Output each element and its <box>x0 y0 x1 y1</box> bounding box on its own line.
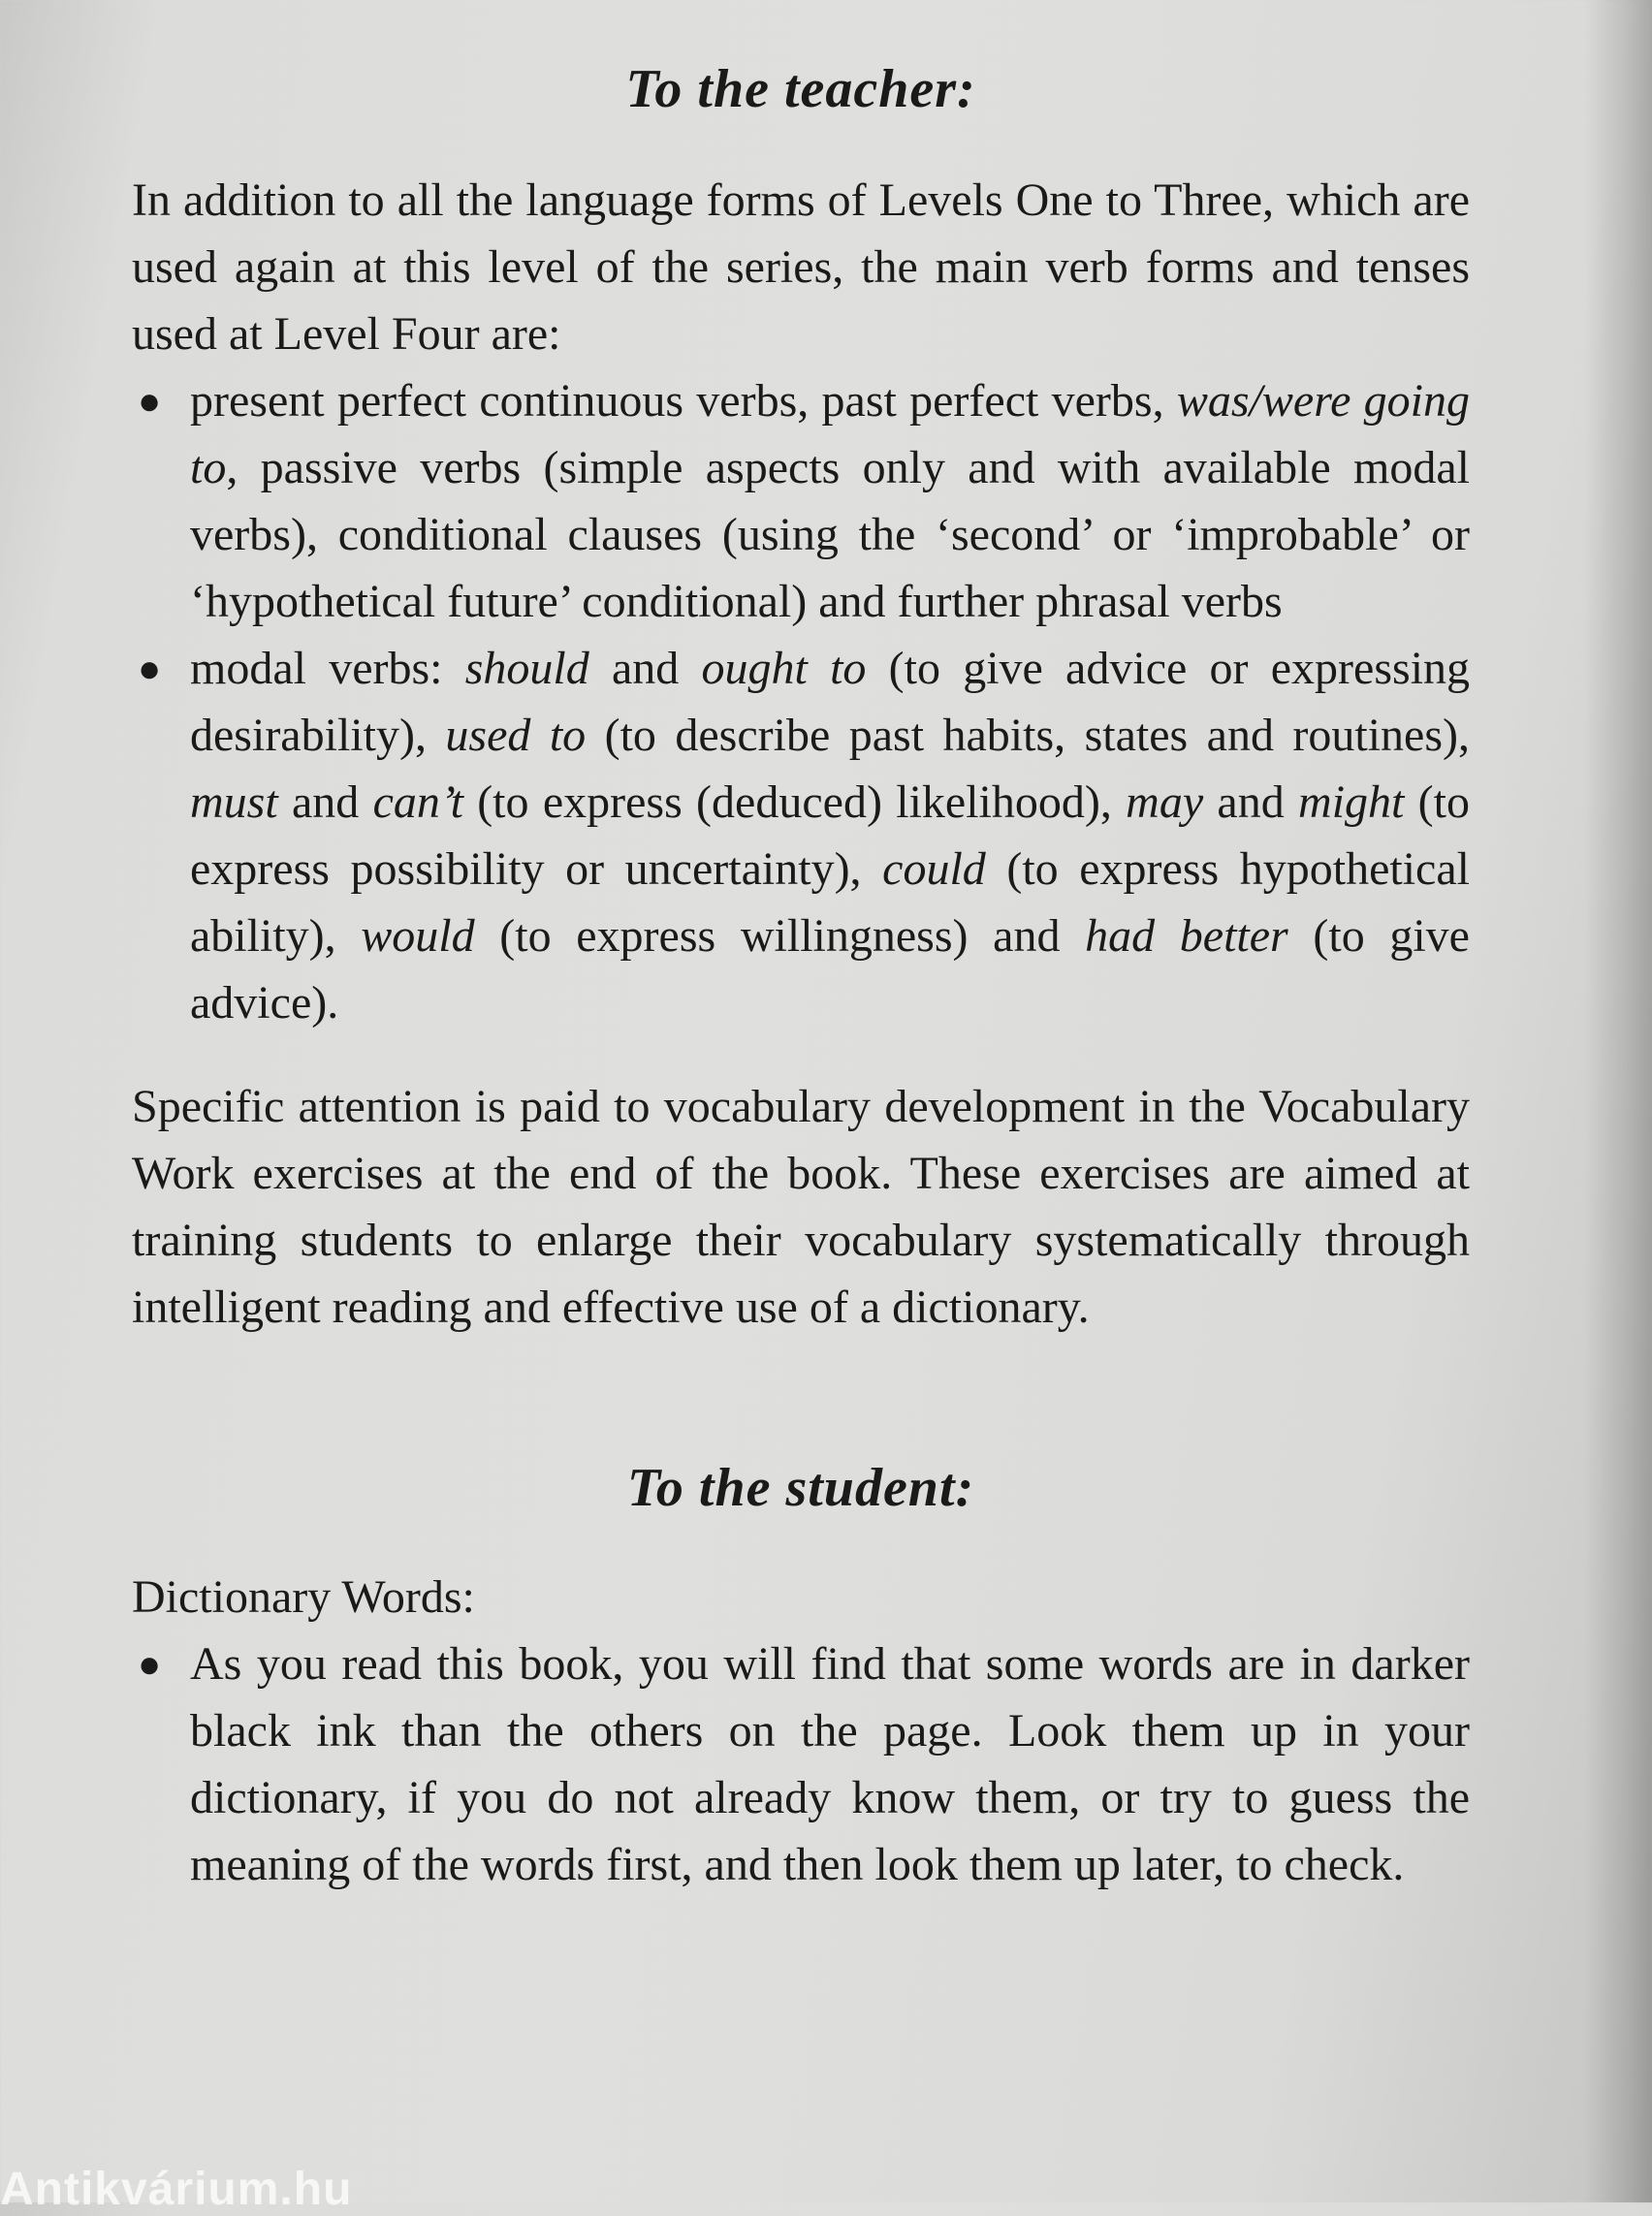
list-item-modal-verbs: ● modal verbs: should and ought to (to give advice or expressing desirability), used to (to describe past habits, states and routines), must and can’t (to express (deduced) likelihood), may and might (to express possibility or uncertainty), could (to express hypothetical ability), would (to express willingness) and had better (to give advice). <box>132 635 1470 1036</box>
vocabulary-paragraph: Specific attention is paid to vocabulary development in the Vocabulary Work exercises at the end of the book. These exercises are aimed at training students to enlarge their vocabulary systematically through intelligent reading and effective use of a dictionary. <box>132 1081 1470 1333</box>
bullet-icon: ● <box>138 1642 162 1686</box>
verb-forms-list <box>132 367 1470 1036</box>
dictionary-words-heading: Dictionary Words: <box>132 1571 475 1623</box>
list-item-dictionary-words: ● As you read this book, you will find that some words are in darker black ink than the others on the page. Look them up in your dictionary, if you do not already know them, or try to guess the meaning of the words first, and then look them up later, to check. <box>132 1630 1470 1898</box>
page-content <box>132 58 1470 1898</box>
page-gutter-shadow <box>1584 0 1652 2202</box>
watermark: Antikvárium.hu <box>0 2164 353 2215</box>
student-heading: To the student: <box>626 1458 975 1518</box>
student-list <box>132 1630 1470 1898</box>
teacher-heading: To the teacher: <box>625 59 976 119</box>
bullet-icon: ● <box>138 379 162 423</box>
bullet-icon: ● <box>138 647 162 690</box>
list-item-verbs: ● present perfect continuous verbs, past perfect verbs, was/were going to, passive verbs (simple aspects only and with available modal verbs), conditional clauses (using the ‘second’ or ‘improbable’ or ‘hypothetical future’ conditional) and further phrasal verbs <box>132 367 1470 635</box>
teacher-intro-paragraph: In addition to all the language forms of Levels One to Three, which are used again at this level of the series, the main verb forms and tenses used at Level Four are: <box>132 174 1470 360</box>
